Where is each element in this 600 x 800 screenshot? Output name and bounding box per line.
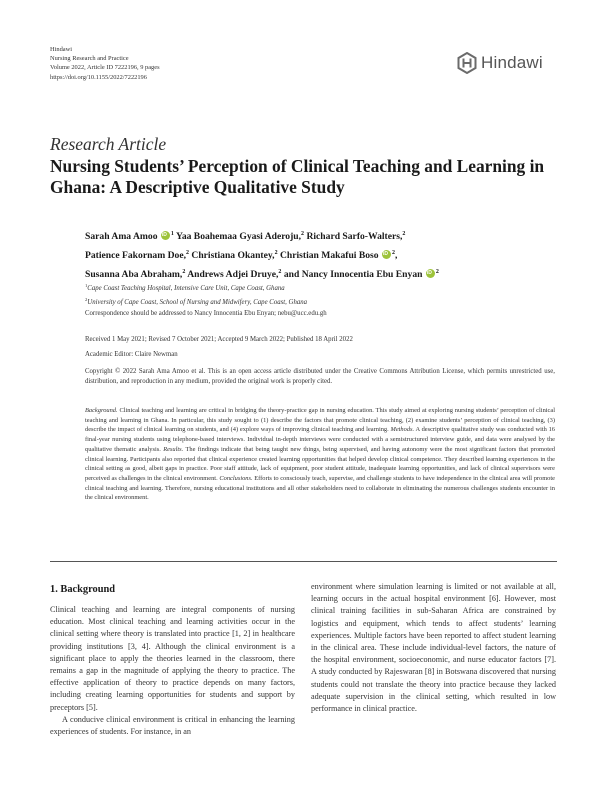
abstract-methods: A descriptive qualitative study was conducted with 16 final-year nursing students using telephone-based interviews. Individual in-depth interviews were conducted with a semistructured interview guide, and data were analysed by the qualitative thematic analysis. [85,426,555,453]
publisher-name: Hindawi [50,46,73,53]
article-title [50,156,560,198]
academic-editor: Academic Editor: Claire Newman [85,351,178,358]
author-name: Yaa Boahemaa Gyasi Aderoju, [175,231,302,242]
body-column-left [50,604,295,738]
author-affil-sup: 2 [274,250,278,256]
paragraph: Clinical teaching and learning are integral components of nursing education. Most clinical teaching and learning activities occur in the clinical setting where theory is translated into practice [1, 2] in healthcare providing institutions [3, 4]. Although the clinical environment is a significant place to apply the theories learned in the classroom, there remains a gap in the magnitude of applying the theory to practice. The effective application of theory to practice depends on many factors, including creating learning opportunities for students and support by preceptors [5]. [50,605,295,712]
abstract-conclusions: Efforts to consciously teach, supervise, and challenge students to have independence in the clinical area will promote clinical teaching and learning. Therefore, nursing educational institutions and all other stakeholders need to collaborate in eliminating the numerous challenges students encounter in the clinical environment. [85,474,555,502]
doi-link[interactable]: https://doi.org/10.1155/2022/7222196 [50,73,147,81]
hindawi-logo [457,50,557,76]
abstract-background-label: Background. [85,407,118,414]
affiliations [85,280,555,308]
abstract-conclusions-label: Conclusions. [219,474,253,482]
title-line-1: Nursing Students’ Perception of Clinical Teaching and Learning in [50,156,545,176]
orcid-icon[interactable] [382,250,391,259]
hindawi-logo-text: Hindawi [481,53,543,72]
abstract-results-label: Results. [163,445,184,453]
section-heading: 1. Background [50,584,116,595]
affiliation-item [85,294,555,308]
copyright-notice: Copyright © 2022 Sarah Ama Amoo et al. This is an open access article distributed under the Creative Commons Attribution License, which permits unrestricted use, distribution, and reproduction in any medium, provided the original work is properly cited. [85,368,555,385]
title-line-2: Ghana: A Descriptive Qualitative Study [50,177,345,197]
author-name: Christian Makafui Boso [279,250,379,261]
author-affil-sup: 2 [278,269,282,275]
author-affil-sup: 1 [170,231,174,237]
author-affil-sup: 2 [392,250,395,256]
affiliation-sup: 1 [85,283,88,288]
author-name: and Nancy Innocentia Ebu Enyan [283,269,423,280]
author-name: Patience Fakornam Doe, [85,250,186,261]
affiliation-text: University of Cape Coast, School of Nursing and Midwifery, Cape Coast, Ghana [87,299,308,306]
correspondence: Correspondence should be addressed to Nancy Innocentia Ebu Enyan; nebu@ucc.edu.gh [85,310,327,317]
author-line: Patience Fakornam Doe,$^2$ Christiana Okantey,$^2$ Christian Makafui Boso iD $^2$, [85,245,555,264]
affiliation-text: Cape Coast Teaching Hospital, Intensive Care Unit, Cape Coast, Ghana [87,285,285,292]
author-name: Christiana Okantey, [191,250,275,261]
volume-info: Volume 2022, Article ID 7222196, 9 pages [50,64,160,72]
abstract-results: The findings indicate that being taught new things, being supervised, and having autonomy were the most significant factors that promoted clinical learning. Participants also reported that clinical experience created learning opportunities that helped develop clinical competence. They described learning experiences in the clinical setting as good, albeit gaps in practice. Poor staff attitude, lack of equipment, poor student attitude, inadequate learning opportunities, and lack of clinical supervisors were perceived as challenges in the clinical environment. [85,445,556,482]
abstract [85,406,555,503]
author-affil-sup: 2 [185,250,189,256]
journal-name: Nursing Research and Practice [50,55,129,63]
orcid-icon[interactable] [161,231,170,240]
body-column-right [311,581,556,715]
author-affil-sup: 2 [182,269,186,275]
journal-header [50,45,310,82]
author-affil-sup: 2 [402,231,406,237]
paragraph: A conducive clinical environment is critical in enhancing the learning experiences of students. For instance, in an [50,714,295,737]
author-line [85,226,555,245]
article-type: Research Article [50,134,167,154]
author-name: Andrews Adjei Druye, [187,269,279,280]
author-name: Susanna Aba Abraham, [85,269,183,280]
abstract-background: Clinical teaching and learning are critical in bridging the theory-practice gap in nursing education. This study aimed at exploring nursing students’ perception of clinical teaching and learning in Ghana. In particular, this study sought to (1) describe the factors that promote clinical teaching, (2) examine students’ perception of clinical teaching, (3) describe the impact of clinical learning on students, and (4) explore ways of improving clinical teaching and learning. [85,407,555,434]
affiliation-item [85,280,555,294]
author-list [85,226,555,283]
paragraph: environment where simulation learning is limited or not available at all, learning occurs in the actual hospital environment [6]. However, most clinical training facilities in sub-Saharan Africa are constrained by logistics and equipment, which tends to affect students’ learning experiences. Multiple factors have been reported to affect student learning in the clinical area. These include individual-level factors, the nature of the hospital environment, socioeconomic, and nurse educator factors [7]. A study conducted by Rajeswaran [8] in Botswana discovered that nursing students could not translate the theory into practice because they lacked adequate supervision in the clinical setting, which resulted in low performance in clinical practice. [311,582,556,714]
orcid-icon[interactable] [426,269,435,278]
author-name: Sarah Ama Amoo [85,231,158,242]
author-affil-sup: 2 [435,269,439,275]
hindawi-logo-icon [457,52,477,74]
affiliation-sup: 2 [85,297,88,302]
publication-dates: Received 1 May 2021; Revised 7 October 2021; Accepted 9 March 2022; Published 18 April 2022 [85,336,353,343]
abstract-methods-label: Methods. [390,426,415,434]
section-divider [50,561,557,562]
author-affil-sup: 2 [301,231,305,237]
author-name: Richard Sarfo-Walters, [306,231,403,242]
